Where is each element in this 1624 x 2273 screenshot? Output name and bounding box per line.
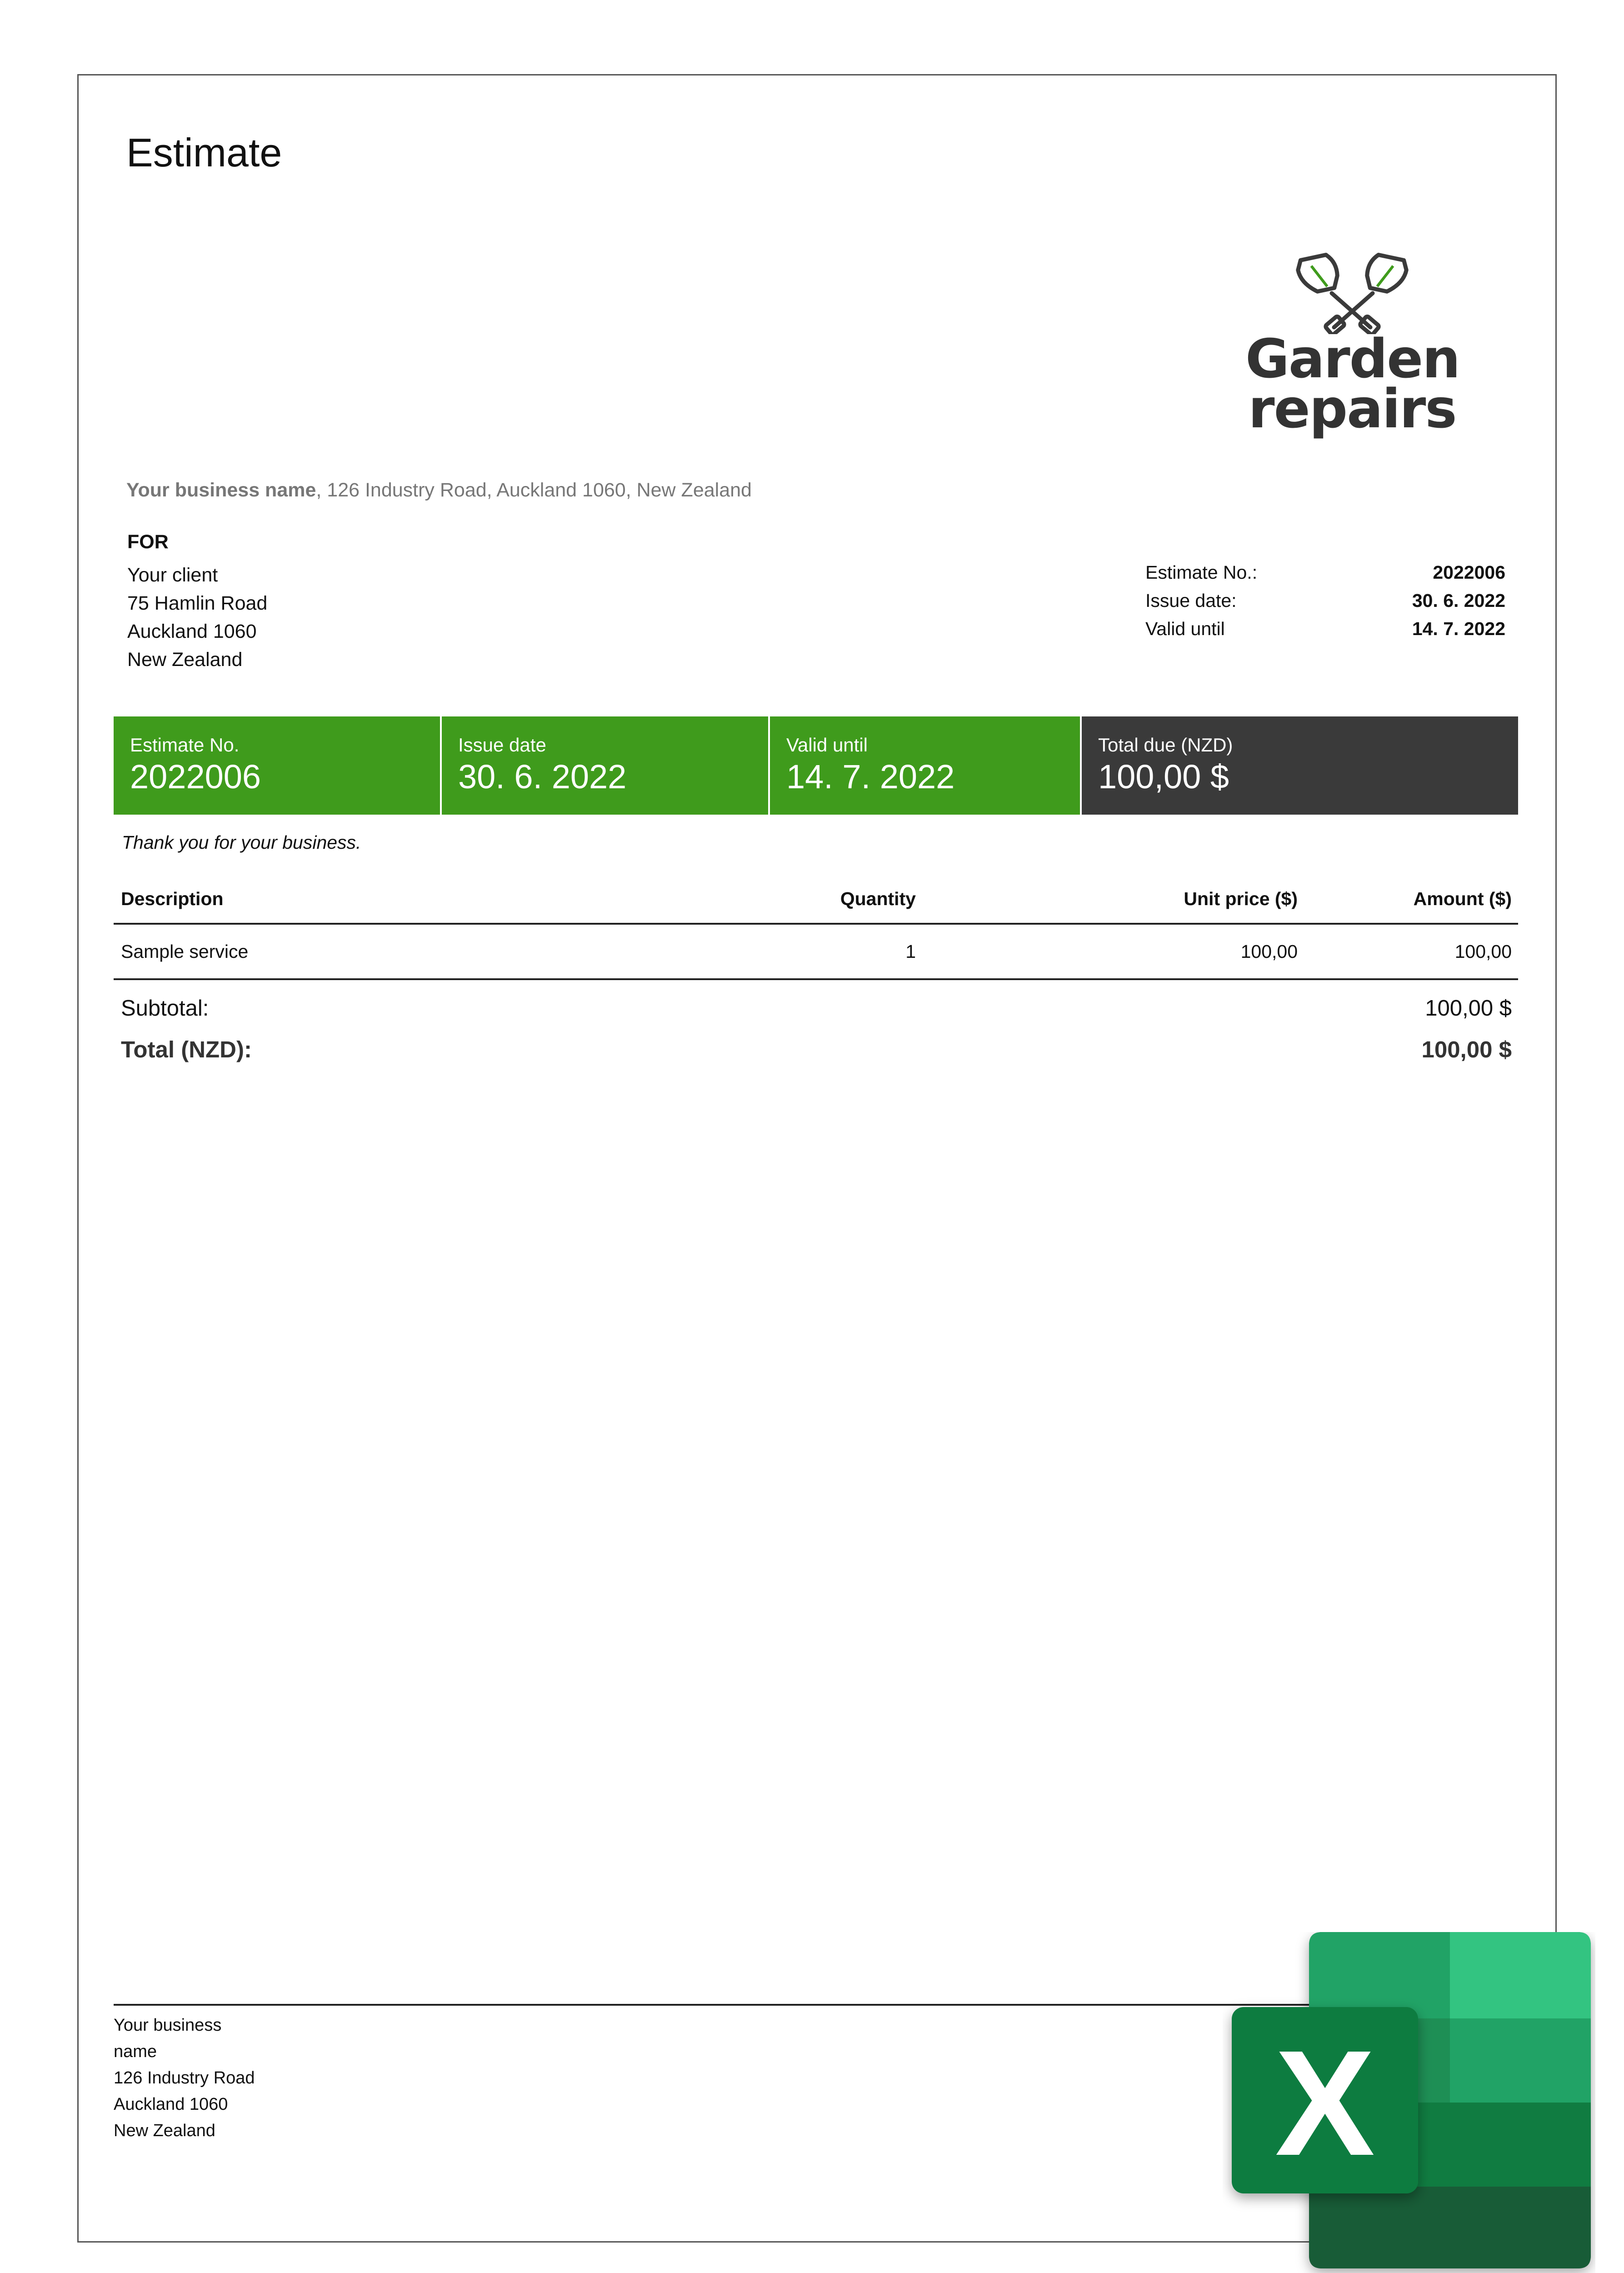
crossed-shovels-icon — [1245, 248, 1459, 334]
cell-description: Sample service — [121, 941, 249, 962]
meta-value: 2022006 — [1433, 562, 1505, 583]
logo-text-repairs: repairs — [1248, 377, 1456, 440]
subtotal-value: 100,00 $ — [1425, 996, 1512, 1021]
footer-line: name — [114, 2042, 157, 2061]
summary-label: Issue date — [458, 734, 546, 756]
client-country: New Zealand — [127, 649, 243, 671]
totals — [114, 986, 1518, 1071]
cell-quantity: 1 — [905, 941, 916, 962]
sender-name: Your business name — [126, 479, 316, 501]
meta-value: 14. 7. 2022 — [1412, 618, 1505, 639]
total-row — [114, 1027, 1518, 1071]
header-description: Description — [121, 888, 224, 909]
logo-text-garden: Garden — [1245, 327, 1460, 390]
summary-label: Valid until — [786, 734, 868, 756]
footer-line: New Zealand — [114, 2121, 215, 2140]
total-label: Total (NZD): — [121, 1036, 252, 1062]
footer-line: 126 Industry Road — [114, 2068, 255, 2088]
header-unit-price: Unit price ($) — [1184, 888, 1298, 909]
summary-valid-until — [770, 716, 1082, 815]
summary-bar — [114, 716, 1518, 815]
meta-label: Valid until — [1145, 618, 1225, 639]
footer-address — [114, 2012, 255, 2144]
summary-label: Estimate No. — [130, 734, 240, 756]
summary-total-due — [1082, 716, 1518, 815]
footer-divider — [114, 2004, 1409, 2006]
excel-letter: X — [1274, 2019, 1375, 2187]
header-amount: Amount ($) — [1413, 888, 1512, 909]
items-table — [114, 875, 1518, 980]
summary-value: 30. 6. 2022 — [458, 758, 627, 796]
table-row — [114, 925, 1518, 980]
meta-label: Issue date: — [1145, 590, 1237, 611]
total-value: 100,00 $ — [1421, 1036, 1512, 1062]
client-label: FOR — [127, 531, 169, 553]
thank-you-note: Thank you for your business. — [122, 832, 361, 853]
summary-estimate-no — [114, 716, 442, 815]
meta-row-issue-date — [1145, 586, 1505, 615]
subtotal-row — [114, 986, 1518, 1030]
summary-label: Total due (NZD) — [1098, 734, 1233, 756]
summary-value: 2022006 — [130, 758, 261, 796]
summary-value: 100,00 $ — [1098, 758, 1229, 796]
cell-amount: 100,00 — [1454, 941, 1512, 962]
meta-row-number — [1145, 558, 1505, 586]
client-city: Auckland 1060 — [127, 621, 257, 642]
summary-value: 14. 7. 2022 — [786, 758, 955, 796]
header-quantity: Quantity — [840, 888, 916, 909]
meta-row-valid-until — [1145, 615, 1505, 643]
footer-line: Your business — [114, 2016, 222, 2035]
cell-unit-price: 100,00 — [1240, 941, 1298, 962]
client-street: 75 Hamlin Road — [127, 592, 268, 614]
meta-label: Estimate No.: — [1145, 562, 1258, 583]
estimate-meta — [1145, 558, 1505, 643]
sender-line — [126, 479, 752, 501]
summary-issue-date — [442, 716, 770, 815]
document-title: Estimate — [126, 130, 282, 175]
excel-icon — [1223, 1932, 1595, 2273]
meta-value: 30. 6. 2022 — [1412, 590, 1505, 611]
sender-address: , 126 Industry Road, Auckland 1060, New Zealand — [316, 479, 752, 501]
client-name: Your client — [127, 564, 218, 586]
client-address — [127, 561, 267, 674]
table-header — [114, 875, 1518, 925]
footer-line: Auckland 1060 — [114, 2095, 228, 2114]
company-logo — [1245, 248, 1459, 439]
subtotal-label: Subtotal: — [121, 996, 209, 1021]
